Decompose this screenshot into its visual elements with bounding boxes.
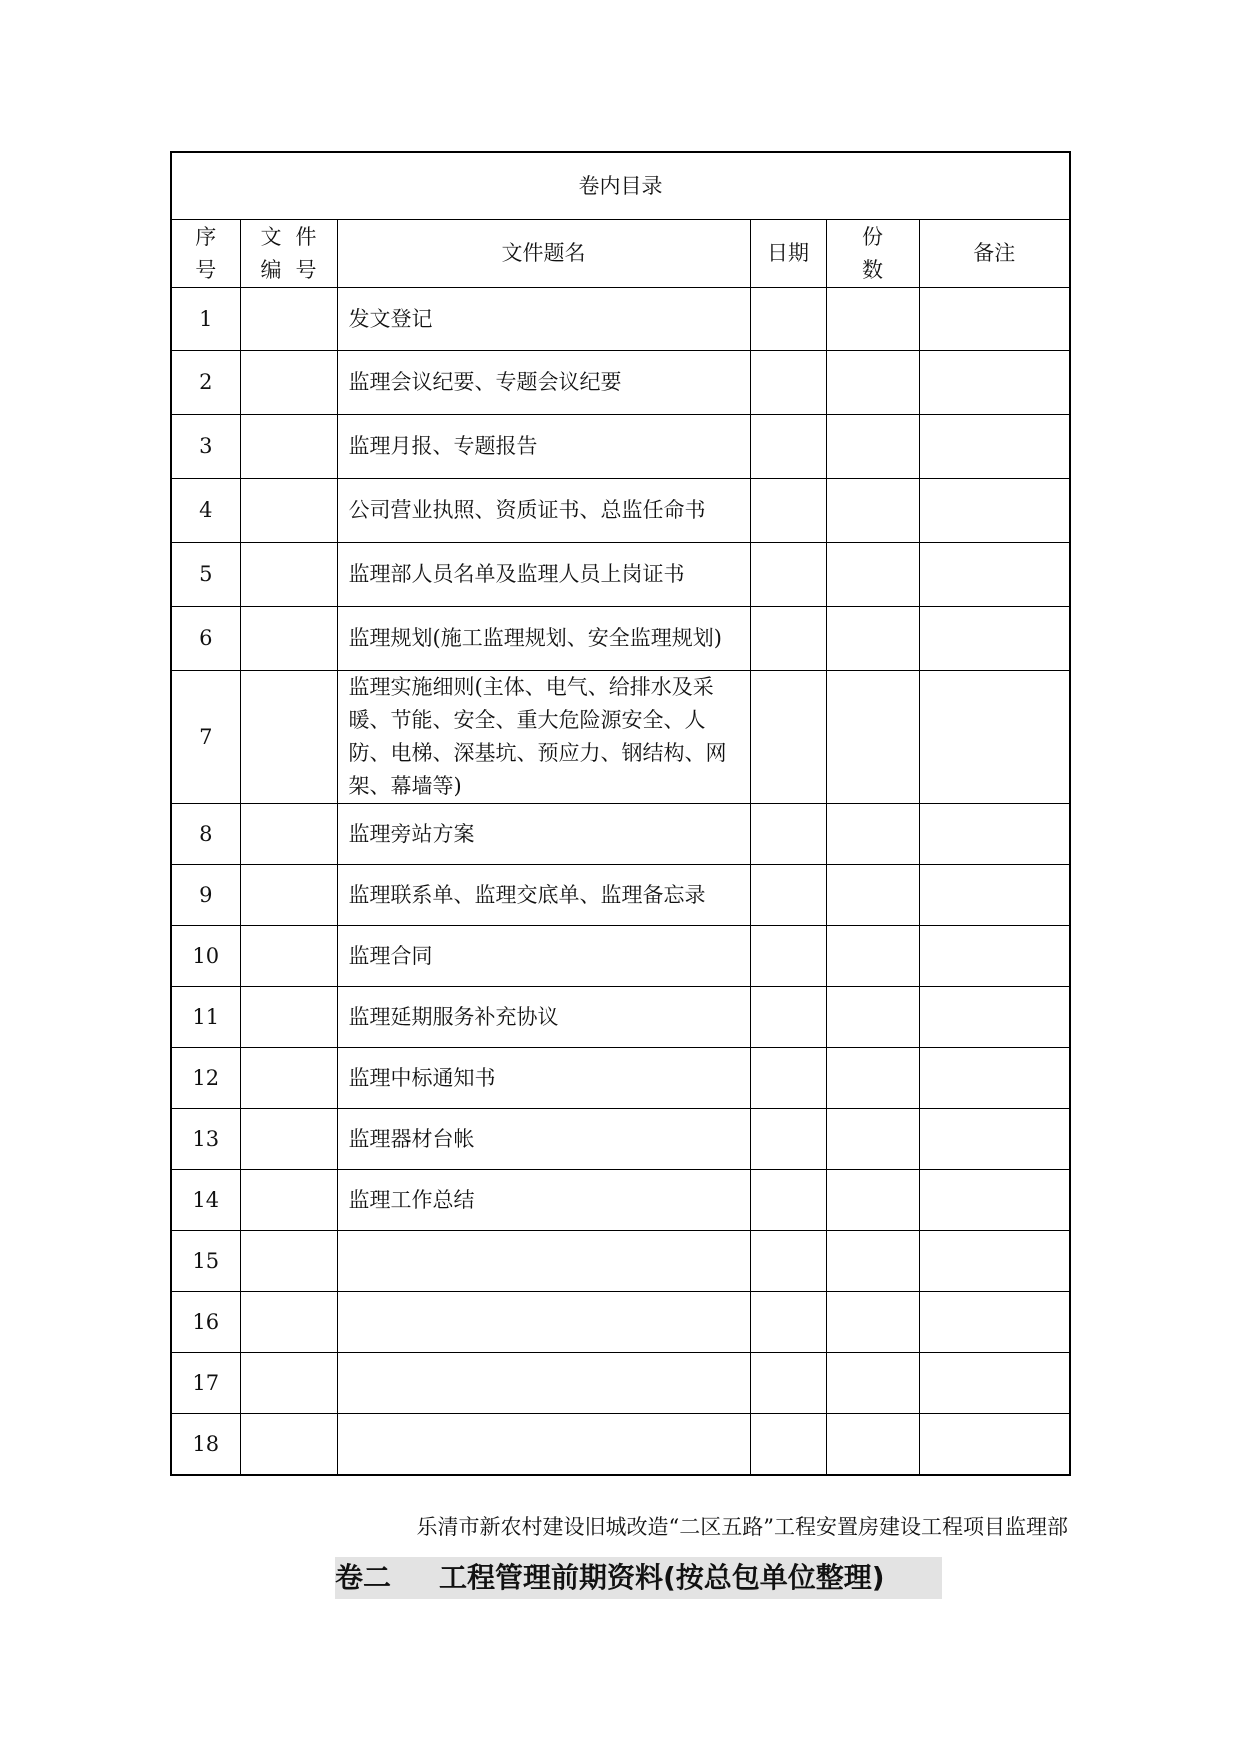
row-file-title: 监理器材台帐 <box>337 1109 750 1170</box>
row-file-title: 监理旁站方案 <box>337 804 750 865</box>
row-number: 12 <box>171 1048 240 1109</box>
row-copies <box>826 1414 919 1476</box>
table-row <box>171 1353 1070 1414</box>
table-row <box>171 987 1070 1048</box>
row-number: 9 <box>171 865 240 926</box>
row-date <box>750 479 826 543</box>
row-file-title: 公司营业执照、资质证书、总监任命书 <box>337 479 750 543</box>
row-file-number <box>240 1109 337 1170</box>
row-remarks <box>919 987 1070 1048</box>
row-file-title <box>337 1414 750 1476</box>
row-file-number <box>240 607 337 671</box>
row-number: 18 <box>171 1414 240 1476</box>
row-date <box>750 1353 826 1414</box>
row-date <box>750 865 826 926</box>
catalog-rows <box>171 288 1070 1476</box>
row-copies <box>826 1109 919 1170</box>
row-file-number <box>240 288 337 351</box>
row-file-title: 监理联系单、监理交底单、监理备忘录 <box>337 865 750 926</box>
row-file-title: 监理延期服务补充协议 <box>337 987 750 1048</box>
row-date <box>750 926 826 987</box>
row-file-number <box>240 1292 337 1353</box>
row-date <box>750 415 826 479</box>
table-row <box>171 1048 1070 1109</box>
row-remarks <box>919 671 1070 804</box>
row-date <box>750 804 826 865</box>
row-file-number <box>240 865 337 926</box>
row-number: 16 <box>171 1292 240 1353</box>
table-title: 卷内目录 <box>171 152 1070 220</box>
row-date <box>750 671 826 804</box>
row-number: 11 <box>171 987 240 1048</box>
row-copies <box>826 1353 919 1414</box>
row-copies <box>826 926 919 987</box>
row-file-number <box>240 804 337 865</box>
row-remarks <box>919 865 1070 926</box>
row-remarks <box>919 804 1070 865</box>
row-remarks <box>919 926 1070 987</box>
row-copies <box>826 1292 919 1353</box>
table-row <box>171 479 1070 543</box>
row-number: 15 <box>171 1231 240 1292</box>
row-number: 2 <box>171 351 240 415</box>
table-row <box>171 804 1070 865</box>
header-file-no-line2: 编号 <box>260 257 331 282</box>
row-copies <box>826 543 919 607</box>
row-number: 8 <box>171 804 240 865</box>
row-file-title <box>337 1231 750 1292</box>
row-file-title <box>337 1292 750 1353</box>
row-number: 3 <box>171 415 240 479</box>
header-copies-line2: 数 <box>862 257 883 282</box>
table-row <box>171 607 1070 671</box>
row-file-number <box>240 415 337 479</box>
volume-number: 卷二 <box>335 1561 392 1594</box>
row-number: 5 <box>171 543 240 607</box>
row-number: 14 <box>171 1170 240 1231</box>
row-number: 7 <box>171 671 240 804</box>
header-seq <box>171 220 240 288</box>
row-copies <box>826 1048 919 1109</box>
row-copies <box>826 865 919 926</box>
row-file-number <box>240 1231 337 1292</box>
row-date <box>750 607 826 671</box>
organization-footer: 乐清市新农村建设旧城改造“二区五路”工程安置房建设工程项目监理部 <box>416 1515 1068 1539</box>
row-remarks <box>919 1170 1070 1231</box>
row-remarks <box>919 1353 1070 1414</box>
table-row <box>171 543 1070 607</box>
row-number: 17 <box>171 1353 240 1414</box>
row-date <box>750 1109 826 1170</box>
row-date <box>750 1292 826 1353</box>
row-file-title: 监理实施细则(主体、电气、给排水及采暖、节能、安全、重大危险源安全、人防、电梯、深基坑、预应力、钢结构、网架、幕墙等) <box>337 671 750 804</box>
table-row <box>171 1109 1070 1170</box>
row-remarks <box>919 288 1070 351</box>
row-file-title: 发文登记 <box>337 288 750 351</box>
header-file-no-line1: 文件 <box>260 224 331 249</box>
row-copies <box>826 1170 919 1231</box>
row-number: 10 <box>171 926 240 987</box>
row-copies <box>826 607 919 671</box>
row-file-title: 监理合同 <box>337 926 750 987</box>
row-file-number <box>240 1353 337 1414</box>
volume-title: 工程管理前期资料(按总包单位整理) <box>439 1561 885 1594</box>
row-number: 4 <box>171 479 240 543</box>
row-copies <box>826 671 919 804</box>
next-volume-heading <box>335 1557 942 1599</box>
header-row <box>171 220 1070 288</box>
table-row <box>171 1170 1070 1231</box>
header-file-title: 文件题名 <box>337 220 750 288</box>
row-file-number <box>240 351 337 415</box>
row-remarks <box>919 415 1070 479</box>
row-remarks <box>919 1231 1070 1292</box>
header-date: 日期 <box>750 220 826 288</box>
row-copies <box>826 479 919 543</box>
row-date <box>750 543 826 607</box>
row-file-title: 监理中标通知书 <box>337 1048 750 1109</box>
table-row <box>171 865 1070 926</box>
table-row <box>171 671 1070 804</box>
row-remarks <box>919 1414 1070 1476</box>
table-title-row <box>171 152 1070 220</box>
row-copies <box>826 804 919 865</box>
header-file-no <box>240 220 337 288</box>
row-file-title: 监理月报、专题报告 <box>337 415 750 479</box>
row-file-title <box>337 1353 750 1414</box>
row-date <box>750 1048 826 1109</box>
row-date <box>750 351 826 415</box>
table-row <box>171 351 1070 415</box>
row-remarks <box>919 607 1070 671</box>
row-file-number <box>240 987 337 1048</box>
row-date <box>750 987 826 1048</box>
row-file-number <box>240 671 337 804</box>
row-date <box>750 1170 826 1231</box>
row-file-number <box>240 926 337 987</box>
header-seq-line2: 号 <box>195 257 217 282</box>
header-seq-line1: 序 <box>195 224 217 249</box>
row-date <box>750 1231 826 1292</box>
row-remarks <box>919 479 1070 543</box>
row-date <box>750 288 826 351</box>
header-remarks: 备注 <box>919 220 1070 288</box>
row-copies <box>826 415 919 479</box>
row-file-number <box>240 1170 337 1231</box>
row-remarks <box>919 351 1070 415</box>
row-copies <box>826 351 919 415</box>
table-row <box>171 1292 1070 1353</box>
row-date <box>750 1414 826 1476</box>
row-number: 6 <box>171 607 240 671</box>
header-copies-line1: 份 <box>862 224 883 249</box>
row-file-number <box>240 1048 337 1109</box>
row-remarks <box>919 1109 1070 1170</box>
row-file-title: 监理会议纪要、专题会议纪要 <box>337 351 750 415</box>
row-file-number <box>240 543 337 607</box>
table-row <box>171 288 1070 351</box>
table-row <box>171 926 1070 987</box>
row-file-title: 监理工作总结 <box>337 1170 750 1231</box>
row-file-number <box>240 479 337 543</box>
row-remarks <box>919 543 1070 607</box>
table-row <box>171 1414 1070 1476</box>
row-file-number <box>240 1414 337 1476</box>
row-copies <box>826 1231 919 1292</box>
row-remarks <box>919 1048 1070 1109</box>
row-copies <box>826 987 919 1048</box>
row-number: 13 <box>171 1109 240 1170</box>
table-row <box>171 415 1070 479</box>
catalog-table <box>170 151 1071 1476</box>
row-file-title: 监理规划(施工监理规划、安全监理规划) <box>337 607 750 671</box>
table-row <box>171 1231 1070 1292</box>
row-remarks <box>919 1292 1070 1353</box>
row-file-title: 监理部人员名单及监理人员上岗证书 <box>337 543 750 607</box>
header-copies <box>826 220 919 288</box>
row-copies <box>826 288 919 351</box>
row-number: 1 <box>171 288 240 351</box>
